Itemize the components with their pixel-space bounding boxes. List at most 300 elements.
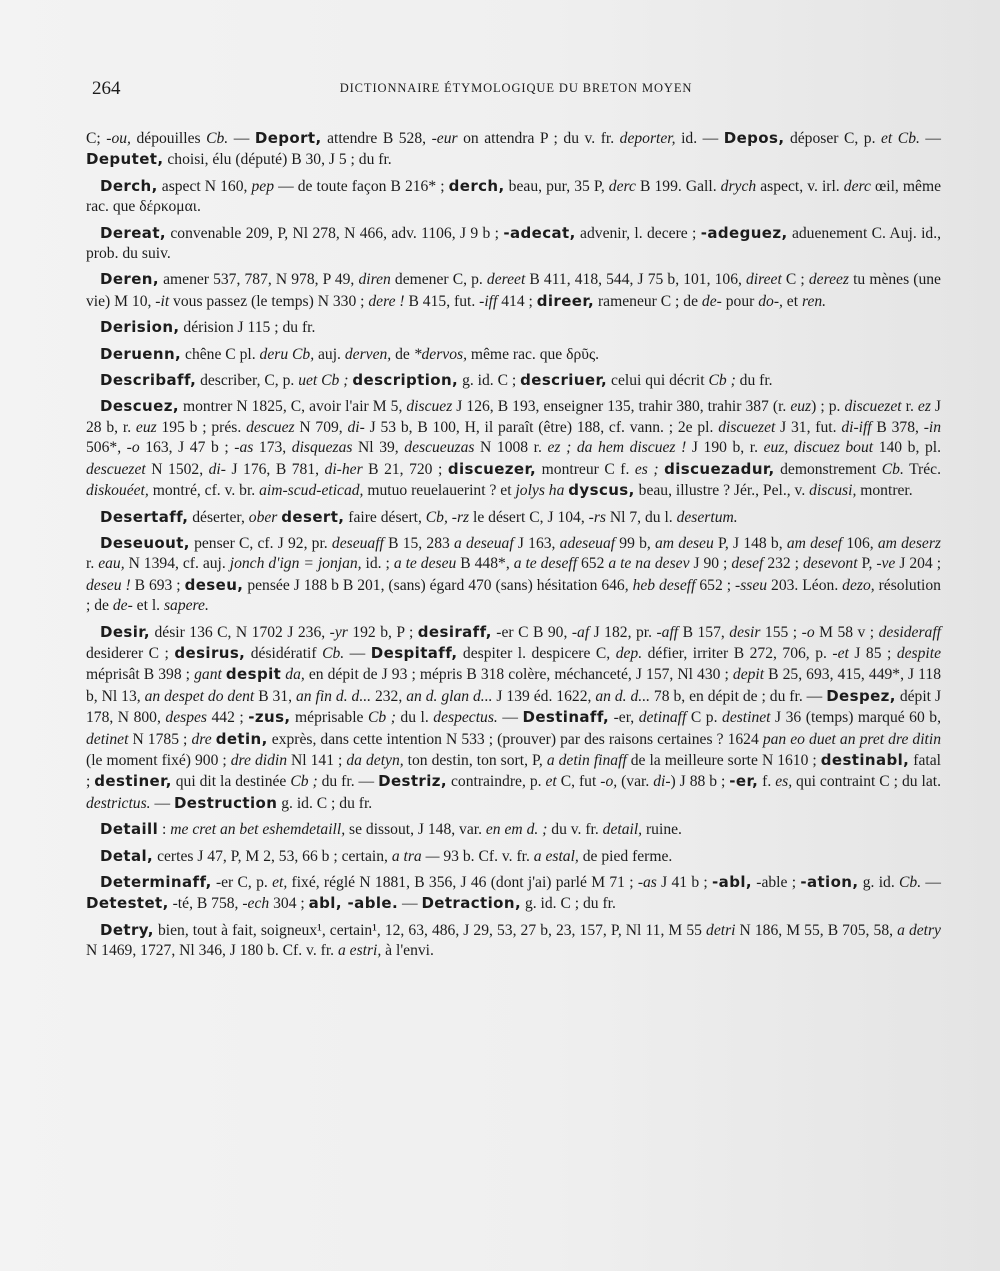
entry-text: beau, pur, 35 P,: [504, 177, 609, 195]
entry-text: :: [158, 821, 171, 839]
entry-text: B 693 ;: [130, 576, 185, 594]
entry-text: résolution ; de: [86, 576, 941, 615]
italic-text: euz, discuez bout: [763, 439, 874, 457]
italic-text: diren: [358, 271, 391, 289]
italic-text: de-: [701, 292, 722, 310]
entry-text: dérision J 115 ; du fr.: [179, 319, 316, 337]
entry-text: Tréc.: [903, 460, 941, 478]
italic-text: direet: [746, 271, 782, 289]
dictionary-entry: [86, 128, 941, 171]
italic-text: jolys ha: [515, 482, 565, 500]
entry-text: B 157,: [678, 623, 730, 641]
italic-text: di-iff: [841, 418, 872, 436]
headword: Despitaff,: [370, 643, 458, 662]
dictionary-entry: [86, 396, 941, 501]
entry-text: dépouilles: [130, 130, 207, 147]
italic-text: am deserz: [877, 534, 941, 552]
entry-text: pour: [721, 292, 759, 310]
italic-text: de-: [112, 597, 133, 615]
italic-text: Cb ;: [290, 773, 318, 791]
italic-text: an d. d...: [595, 687, 650, 705]
italic-text: descuezet: [86, 460, 146, 478]
entry-text: id. ;: [361, 555, 394, 573]
italic-text: a tra —: [391, 847, 440, 865]
entry-text: 99 b,: [615, 534, 655, 552]
entry-text: méprisât B 398 ;: [86, 666, 195, 684]
entry-text: amener 537, 787, N 978, P 49,: [158, 271, 359, 289]
entry-text: desiderer C ;: [86, 644, 175, 662]
dictionary-entry: [86, 920, 941, 962]
entry-text: B 415, fut.: [404, 292, 480, 310]
entry-text: choisi, élu (député) B 30, J 5 ; du fr.: [163, 151, 392, 169]
entry-text: déserter,: [188, 508, 249, 526]
entry-text: bien, tout à fait, soigneux¹, certain¹, 12, 63, 486, J 29, 53, 27 b, 23, 157, P, Nl 11, M 55: [153, 921, 707, 939]
entry-text: —: [344, 644, 371, 662]
entry-text: et: [782, 292, 802, 310]
entry-text: Nl 39,: [352, 439, 405, 457]
headword: Depos,: [723, 129, 785, 147]
headword: destinabl,: [820, 750, 910, 769]
italic-text: -af: [571, 623, 590, 641]
italic-text: desertum.: [676, 508, 738, 526]
headword: descriuer,: [520, 371, 608, 390]
entry-text: B 199. Gall.: [635, 177, 721, 195]
italic-text: -o: [126, 439, 140, 457]
entry-text: r.: [86, 555, 99, 573]
entry-text: J 90 ;: [689, 555, 732, 573]
entry-text: aduenement C. Auj. id., prob. du suiv.: [86, 224, 941, 263]
italic-text: desideraff: [878, 623, 941, 641]
italic-text: dep.: [615, 644, 643, 662]
entry-text: 195 b ; prés.: [156, 418, 247, 436]
italic-text: gant: [194, 666, 222, 684]
headword: Detal,: [100, 846, 154, 865]
italic-text: -o: [801, 623, 815, 641]
italic-text: discusi,: [809, 482, 857, 500]
entry-text: du fr. —: [317, 773, 379, 791]
entry-text: du v. fr.: [547, 821, 603, 839]
italic-text: am desef: [786, 534, 843, 552]
entry-text: de: [391, 345, 414, 363]
italic-text: drych: [720, 177, 757, 195]
italic-text: a detin finaff: [546, 751, 627, 769]
headword: Despez,: [826, 686, 896, 705]
entry-text: montreur C f.: [536, 460, 635, 478]
italic-text: descueuzas: [404, 439, 475, 457]
italic-text: desir: [729, 623, 761, 641]
entry-text: —: [497, 709, 523, 727]
entry-text: qui dit la destinée: [171, 773, 291, 791]
italic-text: Cb ;: [367, 709, 396, 727]
italic-text: detinaff: [638, 709, 687, 727]
italic-text: -et: [832, 644, 849, 662]
entry-text: N 709,: [294, 418, 348, 436]
entry-text: J 36 (temps) marqué 60 b,: [770, 709, 941, 727]
entry-text: -er C, p.: [211, 874, 273, 891]
italic-text: deru Cb,: [259, 345, 315, 363]
entry-text: désidératif: [245, 644, 323, 662]
headword: Detestet,: [86, 894, 169, 913]
entry-text: celui qui décrit: [607, 372, 709, 390]
italic-text: an fin d. d...: [295, 687, 372, 705]
headword: destiner,: [94, 772, 172, 791]
italic-text: Cb.: [899, 874, 922, 891]
italic-text: -sseu: [735, 576, 768, 594]
italic-text: desevont: [802, 555, 858, 573]
italic-text: a estal,: [533, 847, 579, 865]
entry-text: C;: [86, 130, 107, 147]
italic-text: -o,: [600, 773, 618, 791]
entry-text: certes J 47, P, M 2, 53, 66 b ; certain,: [153, 847, 392, 865]
italic-text: am deseu: [655, 534, 714, 552]
entry-text: 414 ;: [497, 292, 537, 310]
entry-text: N 1502,: [145, 460, 209, 478]
entry-text: désir 136 C, N 1702 J 236,: [150, 623, 330, 641]
headword: Detraction,: [421, 894, 522, 913]
italic-text: di-her: [324, 460, 363, 478]
italic-text: eau,: [98, 555, 125, 573]
entry-text: défier, irriter B 272, 706, p.: [642, 644, 833, 662]
entry-text: id. —: [675, 130, 724, 147]
entry-text: et l.: [132, 597, 164, 615]
italic-text: despite: [896, 644, 942, 662]
italic-text: -aff: [656, 623, 679, 641]
entry-text: B 15, 283: [383, 534, 455, 552]
entry-text: montré, cf. v. br.: [148, 482, 260, 500]
italic-text: ren.: [801, 292, 827, 310]
entry-text: -er C B 90,: [491, 623, 572, 641]
italic-text: Cb.: [881, 460, 904, 478]
entry-text: B 448*,: [456, 555, 514, 573]
entry-text: fatal ;: [86, 751, 941, 791]
italic-text: dereez: [808, 271, 849, 289]
entry-text: auj.: [314, 345, 345, 363]
italic-text: a te deseff: [513, 555, 578, 573]
entry-text: —: [921, 874, 941, 891]
headword: -zus,: [248, 708, 291, 727]
italic-text: despes: [165, 709, 207, 727]
italic-text: -yr: [329, 623, 348, 641]
headword: desirus,: [174, 643, 246, 662]
page-header: [92, 78, 940, 100]
entry-text: dépit J 178, N 800,: [86, 687, 942, 727]
italic-text: ez ; da hem discuez !: [547, 439, 687, 457]
entry-text: N 1008 r.: [474, 439, 548, 457]
italic-text: despectus.: [433, 709, 498, 727]
entry-text: g. id. C ; du fr.: [521, 895, 616, 913]
headword: Dereat,: [100, 223, 166, 242]
entry-text: J 182, pr.: [589, 623, 657, 641]
italic-text: et Cb.: [881, 130, 920, 147]
headword: discuezer,: [447, 459, 537, 478]
entry-text: P, J 148 b,: [713, 534, 787, 552]
entry-text: —: [919, 130, 942, 147]
entry-text: 442 ;: [206, 709, 249, 727]
entry-text: —: [398, 895, 422, 913]
entry-text: N 1785 ;: [128, 730, 192, 748]
italic-text: -eur: [431, 130, 458, 147]
italic-text: a te na desev: [608, 555, 690, 573]
headword: despit: [225, 665, 282, 684]
headword: Detaill: [100, 820, 159, 839]
headword: Deruenn,: [100, 344, 182, 363]
italic-text: heb deseff: [632, 576, 696, 594]
italic-text: destinet: [722, 709, 771, 727]
entry-text: (var.: [617, 773, 654, 791]
italic-text: deporter,: [619, 130, 676, 147]
entry-text: demener C, p.: [390, 271, 487, 289]
italic-text: jonch d'ign = jonjan,: [229, 555, 362, 573]
italic-text: pep: [251, 177, 275, 195]
dictionary-entry: [86, 622, 941, 815]
entry-text: 140 b, pl.: [873, 439, 941, 457]
dictionary-entry: [86, 344, 941, 365]
entry-text: 106,: [842, 534, 878, 552]
dictionary-entries: [86, 128, 941, 967]
italic-text: euz: [135, 418, 157, 436]
italic-text: euz: [790, 398, 812, 416]
entry-text: J 85 ;: [848, 644, 897, 662]
headword: desiraff,: [417, 622, 492, 641]
entry-text: -able ;: [751, 874, 801, 891]
entry-text: méprisable: [290, 709, 368, 727]
headword: Deseuout,: [100, 533, 190, 552]
dictionary-entry: [86, 370, 941, 391]
italic-text: deseu !: [86, 576, 131, 594]
entry-text: penser C, cf. J 92, pr.: [189, 534, 332, 552]
dictionary-entry: [86, 819, 941, 840]
entry-text: 506*,: [86, 439, 127, 457]
italic-text: aim-scud-eticad,: [259, 482, 364, 500]
italic-text: di-: [653, 773, 671, 791]
entry-text: J 126, B 193, enseigner 135, trahir 380, trahir 387 (r.: [452, 398, 791, 416]
headword: Deport,: [254, 129, 322, 147]
entry-text: -té, B 758,: [168, 895, 243, 913]
headword: Deputet,: [86, 150, 164, 169]
italic-text: -as: [234, 439, 254, 457]
italic-text: et,: [272, 874, 288, 891]
entry-text: de pied ferme.: [578, 847, 673, 865]
entry-text: C, fut: [556, 773, 601, 791]
running-title: DICTIONNAIRE ÉTYMOLOGIQUE DU BRETON MOYEN: [339, 81, 693, 95]
entry-text: déposer C, p.: [784, 130, 882, 147]
entry-text: 173,: [253, 439, 292, 457]
entry-text: montrer.: [856, 482, 913, 500]
headword: direer,: [536, 291, 595, 310]
entry-text: de la meilleure sorte N 1610 ;: [626, 751, 821, 769]
headword: -adecat,: [503, 223, 576, 242]
italic-text: Cb, -rz: [425, 508, 470, 526]
entry-text: rameneur C ; de: [594, 292, 702, 310]
entry-text: ) J 88 b ;: [670, 773, 730, 791]
italic-text: detail,: [602, 821, 643, 839]
entry-text: Nl 141 ;: [287, 751, 347, 769]
italic-text: detri: [706, 921, 736, 939]
entry-text: 163, J 47 b ;: [139, 439, 235, 457]
italic-text: discuez: [406, 398, 453, 416]
italic-text: a detry: [897, 921, 941, 939]
dictionary-entry: [86, 533, 941, 617]
entry-text: qui contraint C ; du lat.: [792, 773, 941, 791]
entry-text: attendre B 528,: [321, 130, 432, 147]
headword: abl, -able.: [308, 894, 399, 913]
entry-text: r.: [901, 398, 918, 416]
italic-text: an despet do dent: [144, 687, 255, 705]
italic-text: -as: [637, 874, 657, 891]
italic-text: derc: [843, 177, 871, 195]
entry-text: du fr.: [735, 372, 773, 390]
dictionary-entry: [86, 507, 941, 528]
entry-text: J 163,: [513, 534, 560, 552]
italic-text: an d. glan d...: [406, 687, 493, 705]
entry-text: advenir, l. decere ;: [575, 224, 701, 242]
entry-text: 203. Léon.: [767, 576, 843, 594]
italic-text: dezo,: [842, 576, 875, 594]
entry-text: du l.: [395, 709, 434, 727]
entry-text: M 58 v ;: [814, 623, 879, 641]
italic-text: derc: [608, 177, 636, 195]
entry-text: même rac. que δρῦς.: [466, 345, 600, 363]
entry-text: convenable 209, P, Nl 278, N 466, adv. 1106, J 9 b ;: [166, 224, 504, 242]
entry-text: N 1394, cf. auj.: [124, 555, 230, 573]
italic-text: -ech: [242, 895, 270, 913]
entry-text: ) ; p.: [811, 398, 845, 416]
page-number: 264: [92, 78, 121, 99]
italic-text: a estri,: [337, 942, 382, 960]
italic-text: derven,: [344, 345, 392, 363]
entry-text: J 190 b, r.: [686, 439, 764, 457]
italic-text: es ;: [634, 460, 659, 478]
entry-text: —: [228, 130, 255, 147]
dictionary-entry: [86, 223, 941, 265]
italic-text: dereet: [486, 271, 526, 289]
entry-text: le désert C, J 104,: [469, 508, 589, 526]
entry-text: J 204 ;: [895, 555, 942, 573]
italic-text: Cb ;: [708, 372, 736, 390]
italic-text: -iff: [479, 292, 498, 310]
entry-text: P,: [857, 555, 877, 573]
italic-text: en em d. ;: [485, 821, 548, 839]
entry-text: aspect, v. irl.: [756, 177, 844, 195]
headword: derch,: [448, 176, 505, 195]
entry-text: 652: [577, 555, 609, 573]
italic-text: destrictus.: [86, 794, 151, 812]
italic-text: discuezet: [718, 418, 776, 436]
headword: Desertaff,: [100, 507, 189, 526]
headword: -er,: [729, 772, 759, 791]
entry-text: N 186, M 55, B 705, 58,: [735, 921, 898, 939]
entry-text: exprès, dans cette intention N 533 ; (prouver) par des raisons certaines ? 1624: [267, 730, 763, 748]
italic-text: -it: [155, 292, 170, 310]
italic-text: -in: [923, 418, 942, 436]
italic-text: -rs: [588, 508, 606, 526]
entry-text: J 31, fut.: [775, 418, 842, 436]
entry-text: J 28 b, r.: [86, 398, 942, 436]
italic-text: depit: [732, 666, 765, 684]
entry-text: C ;: [781, 271, 809, 289]
entry-text: se dissout, J 148, var.: [345, 821, 486, 839]
entry-text: chêne C pl.: [181, 345, 260, 363]
italic-text: es,: [775, 773, 793, 791]
headword: -ation,: [800, 873, 859, 891]
italic-text: desef: [731, 555, 764, 573]
dictionary-entry: [86, 846, 941, 867]
entry-text: 232 ;: [763, 555, 803, 573]
italic-text: pan eo duet an pret dre ditin: [762, 730, 942, 748]
italic-text: deseuaff: [331, 534, 384, 552]
headword: detin,: [215, 729, 268, 748]
entry-text: J 139 éd. 1622,: [492, 687, 596, 705]
entry-text: — de toute façon B 216* ;: [274, 177, 449, 195]
italic-text: descuez: [246, 418, 295, 436]
entry-text: demonstrement: [774, 460, 882, 478]
entry-text: B 411, 418, 544, J 75 b, 101, 106,: [525, 271, 746, 289]
headword: Deren,: [100, 270, 159, 289]
italic-text: -ou,: [106, 130, 131, 147]
italic-text: diskouéet,: [86, 482, 149, 500]
headword: Desir,: [100, 622, 150, 641]
entry-text: B 378,: [871, 418, 924, 436]
italic-text: *dervos,: [413, 345, 467, 363]
italic-text: et: [545, 773, 557, 791]
entry-text: contraindre, p.: [447, 773, 546, 791]
entry-text: B 21, 720 ;: [362, 460, 448, 478]
italic-text: dere !: [368, 292, 405, 310]
headword: Derch,: [100, 176, 158, 195]
entry-text: f.: [758, 773, 776, 791]
headword: -abl,: [712, 873, 752, 891]
italic-text: a te deseu: [393, 555, 457, 573]
italic-text: dre didin: [230, 751, 288, 769]
italic-text: di-: [347, 418, 365, 436]
entry-text: aspect N 160,: [157, 177, 252, 195]
italic-text: adeseuaf: [559, 534, 616, 552]
headword: discuezadur,: [664, 459, 775, 478]
italic-text: detinet: [86, 730, 129, 748]
italic-text: dre: [191, 730, 212, 748]
entry-text: (le moment fixé) 900 ;: [86, 751, 231, 769]
entry-text: on attendra P ; du v. fr.: [457, 130, 620, 147]
entry-text: ton destin, ton sort, P,: [403, 751, 547, 769]
entry-text: 192 b, P ;: [347, 623, 418, 641]
headword: Derision,: [100, 318, 180, 337]
italic-text: sapere.: [163, 597, 209, 615]
dictionary-entry: [86, 872, 941, 915]
italic-text: disquezas: [291, 439, 353, 457]
entry-text: B 25, 693, 415, 449*, J 118 b, Nl 13,: [86, 666, 941, 705]
dictionary-entry: [86, 317, 941, 338]
entry-text: Nl 7, du l.: [605, 508, 677, 526]
italic-text: ez: [917, 398, 931, 416]
headword: description,: [352, 371, 459, 390]
entry-text: fixé, réglé N 1881, B 356, J 46 (dont j'ai) parlé M 71 ;: [287, 874, 638, 891]
headword: Descuez,: [100, 397, 179, 416]
entry-text: beau, illustre ? Jér., Pel., v.: [634, 482, 810, 500]
entry-text: 78 b, en dépit de ; du fr. —: [650, 687, 827, 705]
italic-text: da detyn,: [346, 751, 404, 769]
italic-text: do-,: [758, 292, 783, 310]
italic-text: a deseuaf: [454, 534, 514, 552]
italic-text: ober: [248, 508, 278, 526]
entry-text: despiter l. despicere C,: [457, 644, 616, 662]
entry-text: œil, même rac. que δέρκομαι.: [86, 177, 941, 216]
dictionary-entry: [86, 269, 941, 312]
entry-text: pensée J 188 b B 201, (sans) égard 470 (sans) hésitation 646,: [243, 576, 633, 594]
entry-text: g. id.: [858, 874, 900, 891]
headword: Destriz,: [378, 772, 448, 791]
entry-text: ruine.: [642, 821, 682, 839]
italic-text: discuezet: [844, 398, 902, 416]
